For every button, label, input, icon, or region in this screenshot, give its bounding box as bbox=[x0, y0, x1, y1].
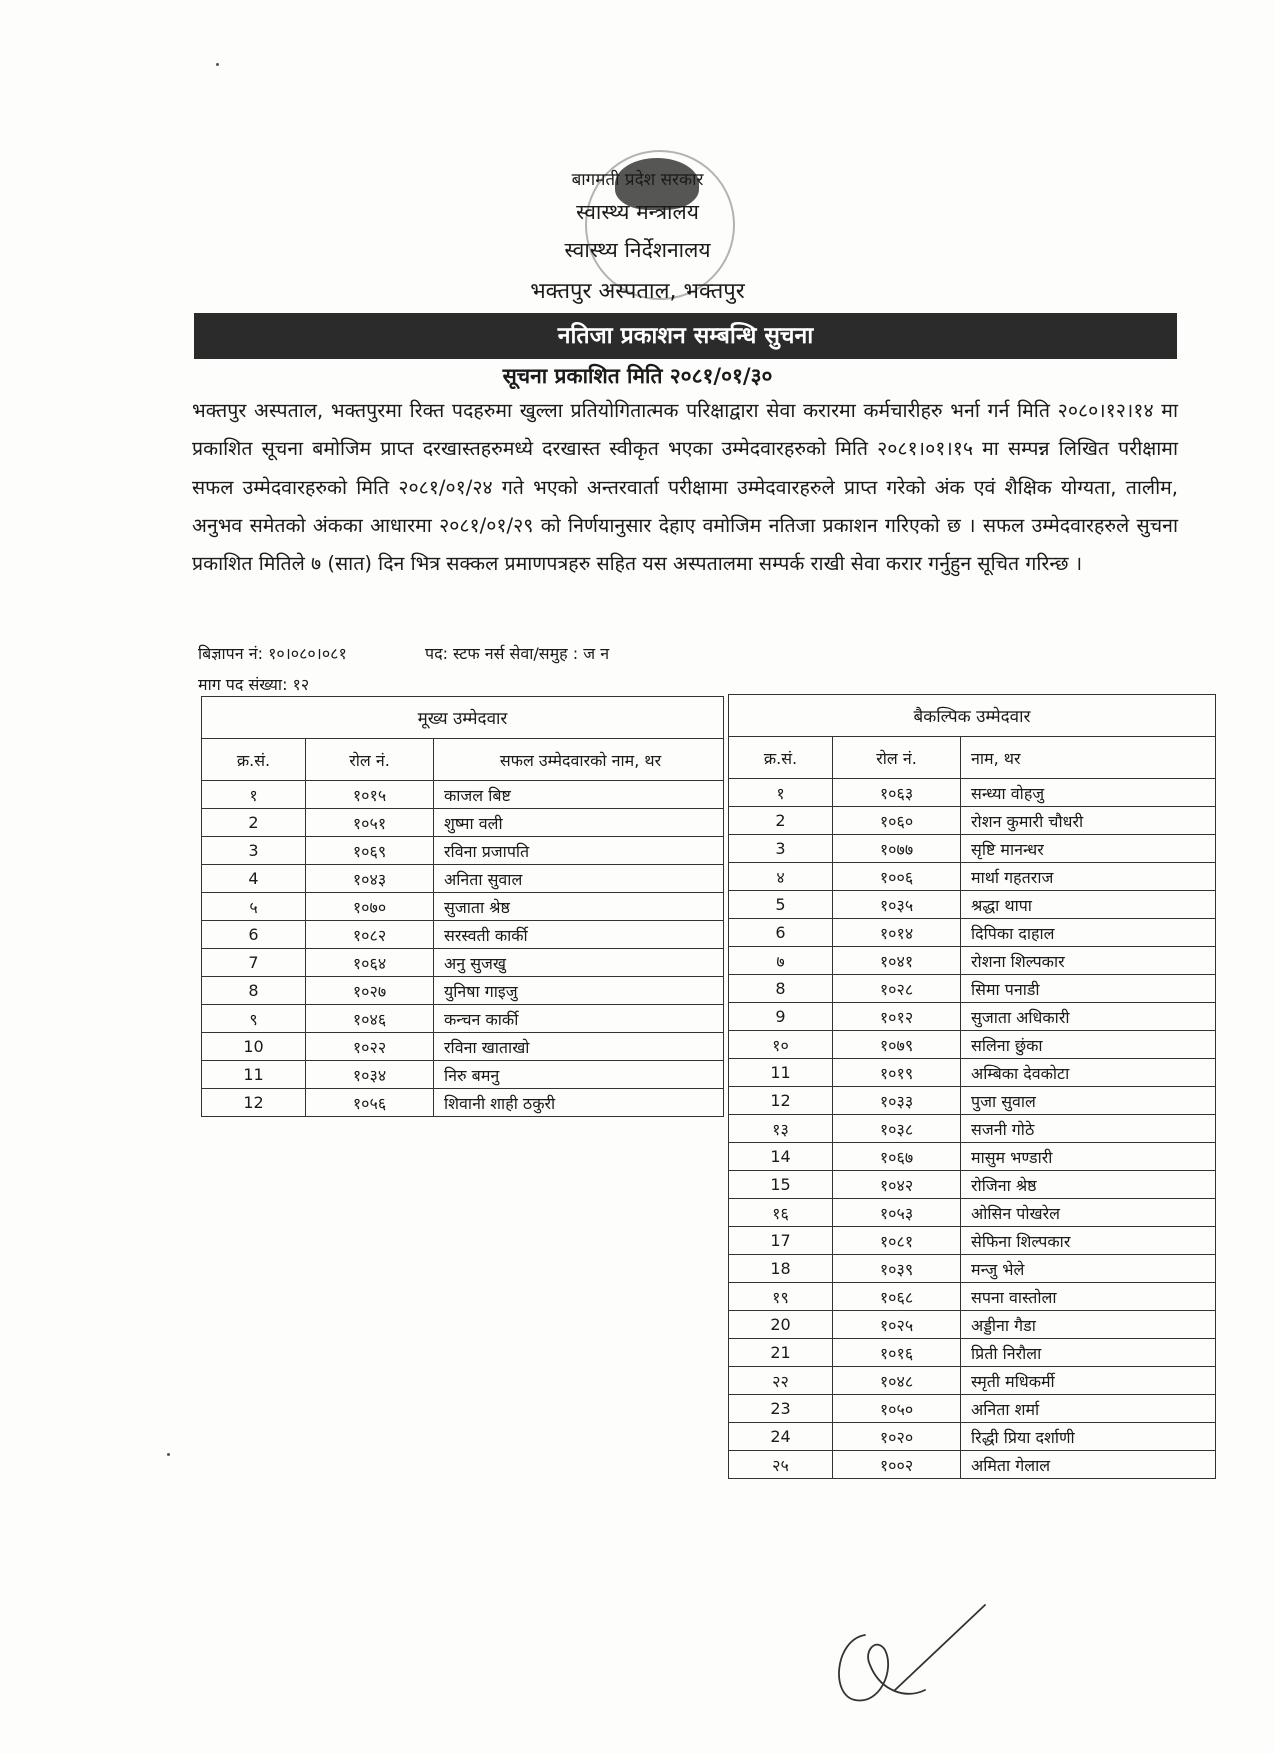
candidate-name-cell: रोशना शिल्पकार bbox=[961, 947, 1216, 975]
table-row bbox=[202, 949, 724, 977]
candidate-name-cell: सरस्वती कार्की bbox=[434, 921, 724, 949]
serial-number-cell: 8 bbox=[729, 975, 833, 1003]
table-row bbox=[202, 837, 724, 865]
table-row bbox=[729, 1311, 1216, 1339]
alternate-table-title: बैकल्पिक उम्मेदवार bbox=[729, 695, 1216, 737]
table-row bbox=[729, 1395, 1216, 1423]
candidate-name-cell: रिद्धी प्रिया दर्शाणी bbox=[961, 1423, 1216, 1451]
roll-number-cell: १०२२ bbox=[306, 1033, 434, 1061]
serial-number-cell: 12 bbox=[729, 1087, 833, 1115]
table-row bbox=[729, 1339, 1216, 1367]
candidate-name-cell: अमिता गेलाल bbox=[961, 1451, 1216, 1479]
serial-number-cell: १६ bbox=[729, 1199, 833, 1227]
table-row bbox=[202, 1033, 724, 1061]
serial-number-cell: १ bbox=[729, 779, 833, 807]
notice-paragraph: भक्तपुर अस्पताल, भक्तपुरमा रिक्त पदहरुमा खुल्ला प्रतियोगितात्मक परिक्षाद्वारा सेवा करारमा कर्मचारीहरु भर्ना गर्न मिति २०८०।१२।१४ मा प्रकाशित सूचना बमोजिम प्राप्त दरखास्तहरुमध्ये दरखास्त स्वीकृत भएका उम्मेदवारहरुको मिति २०८१।०१।१५ मा सम्पन्न लिखित परीक्षामा सफल उम्मेदवारहरुको मिति २०८१/०१/२४ गते भएको अन्तरवार्ता परीक्षामा उम्मेदवारहरुले प्राप्त गरेको अंक एवं शैक्षिक योग्यता, तालीम, अनुभव समेतको अंकका आधारमा २०८१/०१/२९ को निर्णयानुसार देहाए वमोजिम नतिजा प्रकाशन गरिएको छ । सफल उम्मेदवारहरुले सुचना प्रकाशित मितिले ७ (सात) दिन भित्र सक्कल प्रमाणपत्रहरु सहित यस अस्पतालमा सम्पर्क राखी सेवा करार गर्नुहुन सूचित गरिन्छ । bbox=[192, 399, 1178, 576]
candidate-name-cell: दिपिका दाहाल bbox=[961, 919, 1216, 947]
serial-number-cell: 20 bbox=[729, 1311, 833, 1339]
table-row bbox=[729, 1423, 1216, 1451]
candidate-name-cell: कन्चन कार्की bbox=[434, 1005, 724, 1033]
roll-number-cell: १०२७ bbox=[306, 977, 434, 1005]
roll-number-cell: १०२८ bbox=[833, 975, 961, 1003]
roll-number-cell: १०६० bbox=[833, 807, 961, 835]
serial-number-cell: 18 bbox=[729, 1255, 833, 1283]
demand-post-count: माग पद संख्या: १२ bbox=[198, 675, 310, 694]
candidate-name-cell: सजनी गोठे bbox=[961, 1115, 1216, 1143]
candidate-name-cell: सुजाता अधिकारी bbox=[961, 1003, 1216, 1031]
notice-title-banner: नतिजा प्रकाशन सम्बन्धि सुचना bbox=[194, 313, 1177, 359]
roll-number-cell: १०२० bbox=[833, 1423, 961, 1451]
publish-date: सूचना प्रकाशित मिति २०८१/०१/३० bbox=[502, 364, 773, 388]
table-row bbox=[729, 1255, 1216, 1283]
ministry-line: स्वास्थ्य मन्त्रालय bbox=[576, 200, 699, 224]
serial-number-cell: 14 bbox=[729, 1143, 833, 1171]
serial-number-cell: 10 bbox=[202, 1033, 306, 1061]
serial-number-cell: 9 bbox=[729, 1003, 833, 1031]
candidate-name-cell: सलिना छुंका bbox=[961, 1031, 1216, 1059]
roll-number-cell: १०७७ bbox=[833, 835, 961, 863]
column-header-serial: क्र.सं. bbox=[202, 739, 306, 781]
table-row bbox=[729, 1059, 1216, 1087]
roll-number-cell: १०६८ bbox=[833, 1283, 961, 1311]
table-row bbox=[202, 809, 724, 837]
serial-number-cell: 17 bbox=[729, 1227, 833, 1255]
serial-number-cell: 11 bbox=[202, 1061, 306, 1089]
serial-number-cell: 5 bbox=[729, 891, 833, 919]
roll-number-cell: १०२५ bbox=[833, 1311, 961, 1339]
serial-number-cell: 24 bbox=[729, 1423, 833, 1451]
roll-number-cell: १०८२ bbox=[306, 921, 434, 949]
serial-number-cell: 15 bbox=[729, 1171, 833, 1199]
candidate-name-cell: सन्ध्या वोहजु bbox=[961, 779, 1216, 807]
roll-number-cell: १०७९ bbox=[833, 1031, 961, 1059]
serial-number-cell: 2 bbox=[729, 807, 833, 835]
roll-number-cell: १०६४ bbox=[306, 949, 434, 977]
table-row bbox=[729, 807, 1216, 835]
roll-number-cell: १००६ bbox=[833, 863, 961, 891]
column-header-name: सफल उम्मेदवारको नाम, थर bbox=[434, 739, 724, 781]
serial-number-cell: ४ bbox=[729, 863, 833, 891]
hospital-line: भक्तपुर अस्पताल, भक्तपुर bbox=[530, 279, 745, 304]
serial-number-cell: 11 bbox=[729, 1059, 833, 1087]
candidate-name-cell: सिमा पनाडी bbox=[961, 975, 1216, 1003]
table-row bbox=[202, 1005, 724, 1033]
serial-number-cell: २५ bbox=[729, 1451, 833, 1479]
candidate-name-cell: स्मृती मधिकर्मी bbox=[961, 1367, 1216, 1395]
table-row bbox=[729, 975, 1216, 1003]
directorate-line: स्वास्थ्य निर्देशनालय bbox=[564, 238, 711, 262]
column-header-roll: रोल नं. bbox=[306, 739, 434, 781]
candidate-name-cell: मार्था गहतराज bbox=[961, 863, 1216, 891]
candidate-name-cell: सृष्टि मानन्धर bbox=[961, 835, 1216, 863]
serial-number-cell: १० bbox=[729, 1031, 833, 1059]
serial-number-cell: ५ bbox=[202, 893, 306, 921]
main-table-title: मूख्य उम्मेदवार bbox=[202, 697, 724, 739]
table-row bbox=[729, 891, 1216, 919]
roll-number-cell: १०५० bbox=[833, 1395, 961, 1423]
table-row bbox=[729, 779, 1216, 807]
scan-speck bbox=[216, 63, 219, 66]
serial-number-cell: 3 bbox=[202, 837, 306, 865]
table-row bbox=[729, 1227, 1216, 1255]
roll-number-cell: १०१९ bbox=[833, 1059, 961, 1087]
column-header-name: नाम, थर bbox=[961, 737, 1216, 779]
serial-number-cell: २२ bbox=[729, 1367, 833, 1395]
roll-number-cell: १०३३ bbox=[833, 1087, 961, 1115]
table-row bbox=[729, 863, 1216, 891]
candidate-name-cell: अड्डीना गैडा bbox=[961, 1311, 1216, 1339]
candidate-name-cell: सपना वास्तोला bbox=[961, 1283, 1216, 1311]
candidate-name-cell: ओसिन पोखरेल bbox=[961, 1199, 1216, 1227]
scan-speck bbox=[167, 1453, 170, 1456]
table-row bbox=[729, 1199, 1216, 1227]
serial-number-cell: 6 bbox=[202, 921, 306, 949]
serial-number-cell: 7 bbox=[202, 949, 306, 977]
column-header-serial: क्र.सं. bbox=[729, 737, 833, 779]
province-government-line: बागमती प्रदेश सरकार bbox=[571, 170, 704, 190]
serial-number-cell: 4 bbox=[202, 865, 306, 893]
candidate-name-cell: अनिता शर्मा bbox=[961, 1395, 1216, 1423]
candidate-name-cell: शिवानी शाही ठकुरी bbox=[434, 1089, 724, 1117]
table-row bbox=[729, 1031, 1216, 1059]
serial-number-cell: ९ bbox=[202, 1005, 306, 1033]
serial-number-cell: १३ bbox=[729, 1115, 833, 1143]
candidate-name-cell: रविना प्रजापति bbox=[434, 837, 724, 865]
table-row bbox=[202, 921, 724, 949]
candidate-name-cell: अम्बिका देवकोटा bbox=[961, 1059, 1216, 1087]
roll-number-cell: १०७० bbox=[306, 893, 434, 921]
candidate-name-cell: अनिता सुवाल bbox=[434, 865, 724, 893]
candidate-name-cell: सुजाता श्रेष्ठ bbox=[434, 893, 724, 921]
roll-number-cell: १०५३ bbox=[833, 1199, 961, 1227]
serial-number-cell: १९ bbox=[729, 1283, 833, 1311]
roll-number-cell: १०६७ bbox=[833, 1143, 961, 1171]
advertisement-number: बिज्ञापन नं: १०।०८०।०८१ bbox=[198, 644, 347, 663]
serial-number-cell: 6 bbox=[729, 919, 833, 947]
roll-number-cell: १०४३ bbox=[306, 865, 434, 893]
serial-number-cell: 8 bbox=[202, 977, 306, 1005]
serial-number-cell: 3 bbox=[729, 835, 833, 863]
roll-number-cell: १०३५ bbox=[833, 891, 961, 919]
table-row bbox=[729, 1367, 1216, 1395]
table-row bbox=[729, 1451, 1216, 1479]
table-row bbox=[729, 1115, 1216, 1143]
column-header-roll: रोल नं. bbox=[833, 737, 961, 779]
roll-number-cell: १०४२ bbox=[833, 1171, 961, 1199]
roll-number-cell: १०८१ bbox=[833, 1227, 961, 1255]
table-row bbox=[729, 947, 1216, 975]
roll-number-cell: १०४८ bbox=[833, 1367, 961, 1395]
serial-number-cell: 2 bbox=[202, 809, 306, 837]
roll-number-cell: १०१४ bbox=[833, 919, 961, 947]
table-row bbox=[202, 893, 724, 921]
roll-number-cell: १०३४ bbox=[306, 1061, 434, 1089]
serial-number-cell: 23 bbox=[729, 1395, 833, 1423]
roll-number-cell: १०१२ bbox=[833, 1003, 961, 1031]
table-row bbox=[202, 1061, 724, 1089]
roll-number-cell: १००२ bbox=[833, 1451, 961, 1479]
table-row bbox=[729, 919, 1216, 947]
roll-number-cell: १०६९ bbox=[306, 837, 434, 865]
serial-number-cell: 12 bbox=[202, 1089, 306, 1117]
candidate-name-cell: युनिषा गाइजु bbox=[434, 977, 724, 1005]
candidate-name-cell: श्रद्धा थापा bbox=[961, 891, 1216, 919]
table-row bbox=[729, 1171, 1216, 1199]
candidate-name-cell: रोशन कुमारी चौधरी bbox=[961, 807, 1216, 835]
roll-number-cell: १०६३ bbox=[833, 779, 961, 807]
candidate-name-cell: निरु बमनु bbox=[434, 1061, 724, 1089]
candidate-name-cell: सेफिना शिल्पकार bbox=[961, 1227, 1216, 1255]
roll-number-cell: १०१६ bbox=[833, 1339, 961, 1367]
roll-number-cell: १०४६ bbox=[306, 1005, 434, 1033]
signature bbox=[825, 1595, 995, 1715]
roll-number-cell: १०३८ bbox=[833, 1115, 961, 1143]
serial-number-cell: 21 bbox=[729, 1339, 833, 1367]
roll-number-cell: १०४१ bbox=[833, 947, 961, 975]
candidate-name-cell: मन्जु भेले bbox=[961, 1255, 1216, 1283]
candidate-name-cell: मासुम भण्डारी bbox=[961, 1143, 1216, 1171]
serial-number-cell: ७ bbox=[729, 947, 833, 975]
table-row bbox=[729, 1003, 1216, 1031]
post-name: पद: स्टफ नर्स सेवा/समुह : ज न bbox=[425, 644, 610, 663]
serial-number-cell: १ bbox=[202, 781, 306, 809]
table-row bbox=[202, 1089, 724, 1117]
roll-number-cell: १०५६ bbox=[306, 1089, 434, 1117]
candidate-name-cell: अनु सुजखु bbox=[434, 949, 724, 977]
roll-number-cell: १०३९ bbox=[833, 1255, 961, 1283]
candidate-name-cell: रोजिना श्रेष्ठ bbox=[961, 1171, 1216, 1199]
main-candidates-table bbox=[201, 696, 724, 1117]
roll-number-cell: १०१५ bbox=[306, 781, 434, 809]
table-row bbox=[202, 865, 724, 893]
table-row bbox=[202, 977, 724, 1005]
candidate-name-cell: शुष्मा वली bbox=[434, 809, 724, 837]
candidate-name-cell: काजल बिष्ट bbox=[434, 781, 724, 809]
table-row bbox=[729, 835, 1216, 863]
table-row bbox=[729, 1143, 1216, 1171]
table-row bbox=[202, 781, 724, 809]
table-row bbox=[729, 1283, 1216, 1311]
roll-number-cell: १०५१ bbox=[306, 809, 434, 837]
alternate-candidates-table bbox=[728, 694, 1216, 1479]
candidate-name-cell: रविना खाताखो bbox=[434, 1033, 724, 1061]
table-row bbox=[729, 1087, 1216, 1115]
candidate-name-cell: पुजा सुवाल bbox=[961, 1087, 1216, 1115]
candidate-name-cell: प्रिती निरौला bbox=[961, 1339, 1216, 1367]
